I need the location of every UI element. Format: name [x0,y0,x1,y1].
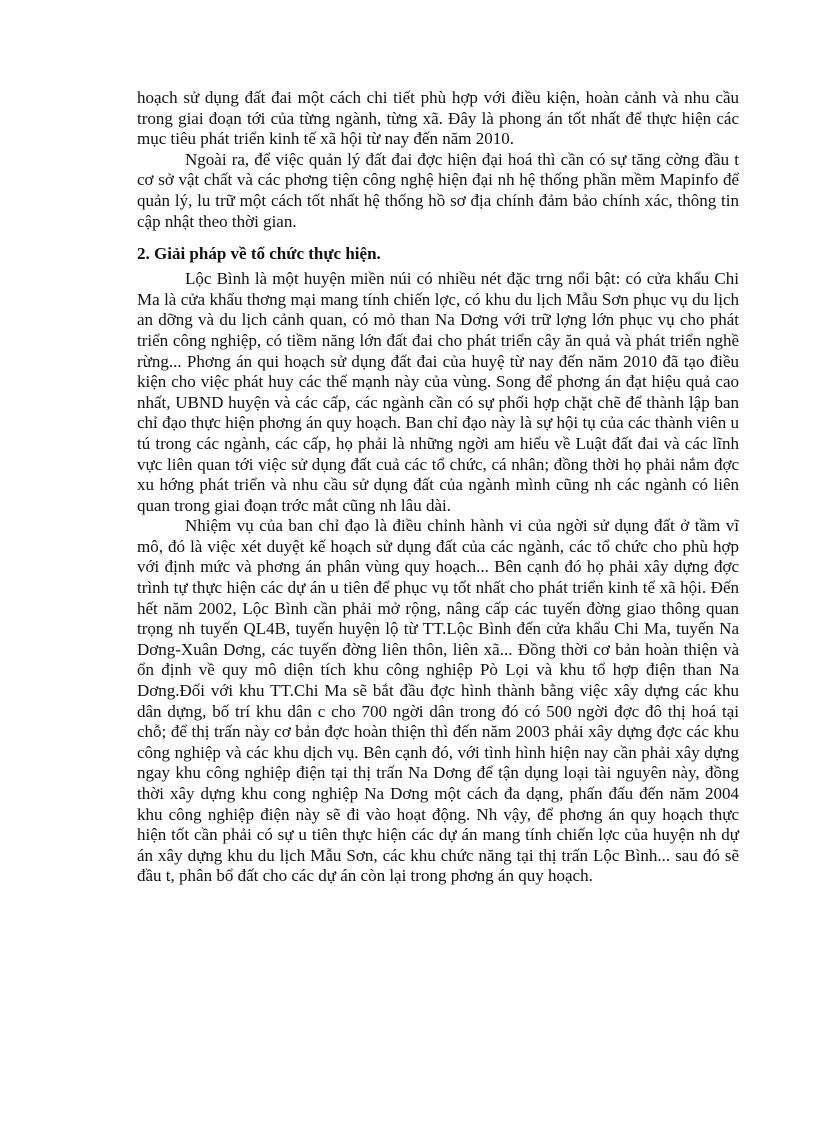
paragraph-steering-committee: Nhiệm vụ của ban chỉ đạo là điều chỉnh hành vi của ngời sử dụng đất ở tầm vĩ mô, đó là việc xét duyệt kế hoạch sử dụng đất của các ngành, các tổ chức cho phù hợp với định mức và phơng án phân vùng quy hoạch... Bên cạnh đó họ phải xây dựng đợc trình tự thực hiện các dự án u tiên để phục vụ tốt nhất cho phát triển kinh tế xã hội. Đến hết năm 2002, Lộc Bình cần phải mở rộng, nâng cấp các tuyến đờng giao thông quan trọng nh tuyến QL4B, tuyến huyện lộ từ TT.Lộc Bình đến cửa khẩu Chi Ma, tuyến Na Dơng-Xuân Dơng, các tuyến đờng liên thôn, liên xã... Đồng thời cơ bản hoàn thiện và ổn định về quy mô diện tích khu công nghiệp Pò Lọi và khu tổ hợp điện than Na Dơng.Đối với khu TT.Chi Ma sẽ bắt đầu đợc hình thành bằng việc xây dựng các khu dân dựng, bố trí khu dân c cho 700 ngời dân trong đó có 500 ngời đợc đô thị hoá tại chỗ; để thị trấn này cơ bản đợc hoàn thiện thì đến năm 2003 phải xây dựng đợc các khu công nghiệp và các khu dịch vụ. Bên cạnh đó, với tình hình hiện nay cần phải xây dựng ngay khu công nghiệp điện tại thị trấn Na Dơng để tận dụng loại tài nguyên này, đồng thời xây dựng khu cong nghiệp Na Dơng một cách đa dạng, phấn đấu đến năm 2004 khu công nghiệp điện này sẽ đi vào hoạt động. Nh vậy, để phơng án quy hoạch thực hiện tốt cần phải có sự u tiên thực hiện các dự án mang tính chiến lợc của huyện nh dự án xây dựng khu du lịch Mẫu Sơn, các khu chức năng tại thị trấn Lộc Bình... sau đó sẽ đầu t, phân bổ đất cho các dự án còn lại trong phơng án quy hoạch. [137,516,739,886]
paragraph-loc-binh-overview: Lộc Bình là một huyện miền núi có nhiều nét đặc trng nổi bật: có cửa khẩu Chi Ma là cửa khẩu thơng mại mang tính chiến lợc, có khu du lịch Mẫu Sơn phục vụ du lịch an dỡng và du lịch cảnh quan, có mỏ than Na Dơng với trữ lợng lớn phục vụ cho phát triển công nghiệp, có tiềm năng lớn đất đai cho phát triển cây ăn quả và phát triển nghề rừng... Phơng án qui hoạch sử dụng đất đai của huyệ từ nay đến năm 2010 đã tạo điều kiện cho việc phát huy các thế mạnh này của vùng. Song để phơng án đạt hiệu quả cao nhất, UBND huyện và các cấp, các ngành cần có sự phối hợp chặt chẽ để thành lập ban chỉ đạo thực hiện phơng án quy hoạch. Ban chỉ đạo này là sự hội tụ của các thành viên u tú trong các ngành, các cấp, họ phải là những ngời am hiểu về Luật đất đai và các lĩnh vực liên quan tới việc sử dụng đất cuả các tổ chức, cá nhân; đồng thời họ phải nắm đợc xu hớng phát triển và nhu cầu sử dụng đất của ngành mình cũng nh các ngành có liên quan trong giai đoạn trớc mắt cũng nh lâu dài. [137,269,739,515]
paragraph-continuation: hoạch sử dụng đất đai một cách chi tiết phù hợp với điều kiện, hoàn cảnh và nhu cầu trong giai đoạn tới của từng ngành, từng xã. Đây là phong án tốt nhất để thực hiện các mục tiêu phát triển kinh tế xã hội từ nay đến năm 2010. [137,88,739,149]
section-heading: 2. Giải pháp về tổ chức thực hiện. [137,244,381,264]
paragraph-modernization: Ngoài ra, để việc quản lý đất đai đợc hiện đại hoá thì cần có sự tăng cờng đầu t cơ sở vật chất và các phơng tiện công nghệ hiện đại nh hệ thống phần mềm Mapinfo để quản lý, lu trữ một cách tốt nhất hệ thống hồ sơ địa chính đảm bảo chính xác, thông tin cập nhật theo thời gian. [137,149,739,231]
document-page [137,88,739,887]
